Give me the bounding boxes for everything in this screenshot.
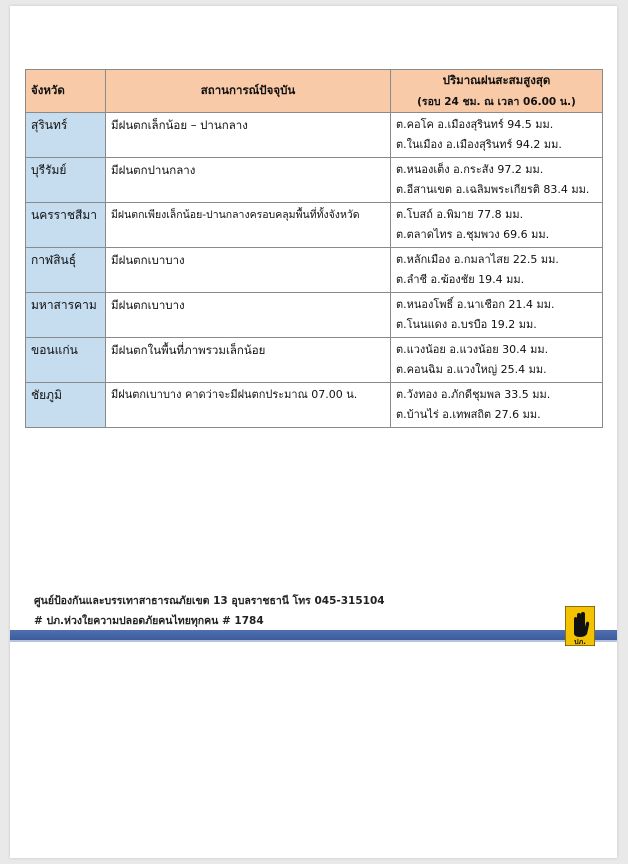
header-rainfall-title: ปริมาณฝนสะสมสูงสุด bbox=[442, 73, 551, 87]
situation-cell: มีฝนตกในพื้นที่ภาพรวมเล็กน้อย bbox=[106, 338, 391, 383]
logo-text: ปภ. bbox=[574, 638, 586, 646]
rainfall-cell: ต.หลักเมือง อ.กมลาไสย 22.5 มม. ต.ลำชี อ.ฆ้องชัย 19.4 มม. bbox=[391, 248, 603, 293]
header-rainfall bbox=[391, 70, 603, 113]
rainfall-cell: ต.หนองเต็ง อ.กระสัง 97.2 มม. ต.อีสานเขต อ.เฉลิมพระเกียรติ 83.4 มม. bbox=[391, 158, 603, 203]
rainfall-cell: ต.หนองโพธิ์ อ.นาเชือก 21.4 มม. ต.โนนแดง อ.บรบือ 19.2 มม. bbox=[391, 293, 603, 338]
situation-cell: มีฝนตกเพียงเล็กน้อย-ปานกลางครอบคลุมพื้นที่ทั้งจังหวัด bbox=[106, 203, 391, 248]
footer-contact-line: ศูนย์ป้องกันและบรรเทาสาธารณภัยเขต 13 อุบลราชธานี โทร 045-315104 bbox=[34, 595, 385, 607]
province-cell: กาฬสินธุ์ bbox=[26, 248, 106, 293]
rainfall-table bbox=[25, 69, 603, 428]
province-cell: บุรีรัมย์ bbox=[26, 158, 106, 203]
table-row bbox=[26, 383, 603, 428]
table-row bbox=[26, 248, 603, 293]
situation-cell: มีฝนตกเบาบาง bbox=[106, 248, 391, 293]
province-cell: มหาสารคาม bbox=[26, 293, 106, 338]
document-page bbox=[10, 6, 617, 858]
table-row bbox=[26, 158, 603, 203]
table-header-row bbox=[26, 70, 603, 113]
province-cell: นครราชสีมา bbox=[26, 203, 106, 248]
agency-logo bbox=[565, 606, 595, 646]
table-row bbox=[26, 113, 603, 158]
footer-bar bbox=[10, 630, 617, 640]
header-rainfall-subtitle: (รอบ 24 ชม. ณ เวลา 06.00 น.) bbox=[417, 96, 576, 108]
header-situation: สถานการณ์ปัจจุบัน bbox=[106, 70, 391, 113]
rainfall-cell: ต.วังทอง อ.ภักดีชุมพล 33.5 มม. ต.บ้านไร่ อ.เทพสถิต 27.6 มม. bbox=[391, 383, 603, 428]
situation-cell: มีฝนตกเล็กน้อย – ปานกลาง bbox=[106, 113, 391, 158]
province-cell: ชัยภูมิ bbox=[26, 383, 106, 428]
rainfall-cell: ต.คอโค อ.เมืองสุรินทร์ 94.5 มม. ต.ในเมือง อ.เมืองสุรินทร์ 94.2 มม. bbox=[391, 113, 603, 158]
situation-cell: มีฝนตกเบาบาง bbox=[106, 293, 391, 338]
province-cell: ขอนแก่น bbox=[26, 338, 106, 383]
footer-slogan-line: # ปภ.ห่วงใยความปลอดภัยคนไทยทุกคน # 1784 bbox=[34, 615, 264, 627]
table-row bbox=[26, 203, 603, 248]
footer-bar-accent bbox=[10, 640, 617, 642]
situation-cell: มีฝนตกเบาบาง คาดว่าจะมีฝนตกประมาณ 07.00 น. bbox=[106, 383, 391, 428]
header-province: จังหวัด bbox=[26, 70, 106, 113]
table-row bbox=[26, 293, 603, 338]
rainfall-cell: ต.โบสถ์ อ.พิมาย 77.8 มม. ต.ตลาดไทร อ.ชุมพวง 69.6 มม. bbox=[391, 203, 603, 248]
table-row bbox=[26, 338, 603, 383]
situation-cell: มีฝนตกปานกลาง bbox=[106, 158, 391, 203]
rainfall-cell: ต.แวงน้อย อ.แวงน้อย 30.4 มม. ต.คอนฉิม อ.แวงใหญ่ 25.4 มม. bbox=[391, 338, 603, 383]
province-cell: สุรินทร์ bbox=[26, 113, 106, 158]
